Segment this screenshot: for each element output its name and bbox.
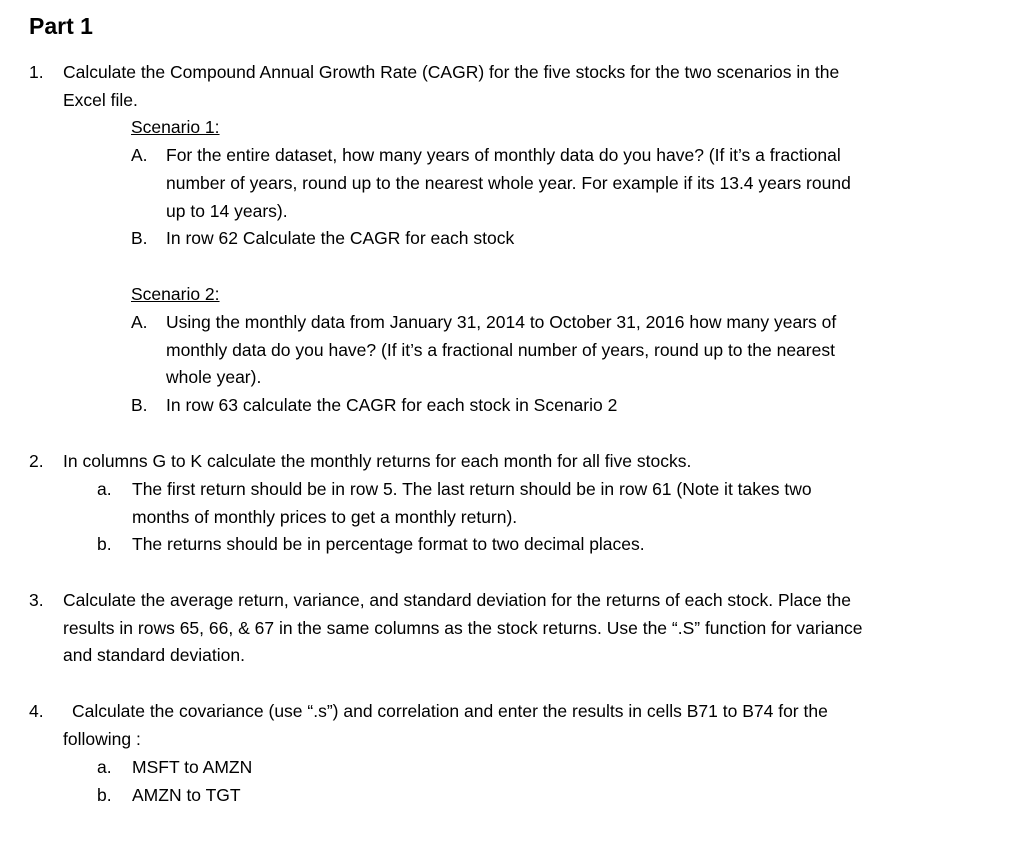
- scenario-heading: Scenario 2:: [131, 284, 220, 304]
- list-item-text: The returns should be in percentage format to two decimal places.: [132, 534, 645, 554]
- list-marker: b.: [97, 785, 112, 805]
- list-marker: B.: [131, 395, 148, 415]
- question-number: 2.: [29, 451, 44, 471]
- list-marker: a.: [97, 479, 112, 499]
- list-marker: A.: [131, 312, 148, 332]
- question-text: Calculate the covariance (use “.s”) and correlation and enter the results in cells B71 to B74 for the: [72, 701, 828, 721]
- list-item-text: MSFT to AMZN: [132, 757, 253, 777]
- question-number: 4.: [29, 701, 44, 721]
- list-marker: b.: [97, 534, 112, 554]
- list-item-text: AMZN to TGT: [132, 785, 241, 805]
- list-item-text: Using the monthly data from January 31, 2014 to October 31, 2016 how many years of: [166, 312, 837, 332]
- list-item-text: In row 63 calculate the CAGR for each stock in Scenario 2: [166, 395, 618, 415]
- list-item-text: number of years, round up to the nearest whole year. For example if its 13.4 years round: [166, 173, 851, 193]
- page-title: Part 1: [29, 13, 93, 39]
- list-item-text: For the entire dataset, how many years of monthly data do you have? (If it’s a fractional: [166, 145, 841, 165]
- list-item-text: whole year).: [166, 367, 262, 387]
- question-number: 1.: [29, 62, 44, 82]
- list-item-text: The first return should be in row 5. The last return should be in row 61 (Note it takes two: [132, 479, 812, 499]
- scenario-heading: Scenario 1:: [131, 117, 220, 137]
- list-item-text: In row 62 Calculate the CAGR for each stock: [166, 228, 515, 248]
- question-text: Calculate the average return, variance, and standard deviation for the returns of each stock. Place the: [63, 590, 851, 610]
- question-text: and standard deviation.: [63, 645, 245, 665]
- list-item-text: months of monthly prices to get a monthly return).: [132, 507, 518, 527]
- list-marker: A.: [131, 145, 148, 165]
- question-text: In columns G to K calculate the monthly returns for each month for all five stocks.: [63, 451, 692, 471]
- question-text: Calculate the Compound Annual Growth Rate (CAGR) for the five stocks for the two scenarios in the: [63, 62, 840, 82]
- question-text: results in rows 65, 66, & 67 in the same columns as the stock returns. Use the “.S” function for variance: [63, 618, 863, 638]
- list-item-text: up to 14 years).: [166, 201, 288, 221]
- question-number: 3.: [29, 590, 44, 610]
- question-text: Excel file.: [63, 90, 138, 110]
- question-text: following :: [63, 729, 141, 749]
- list-marker: B.: [131, 228, 148, 248]
- list-marker: a.: [97, 757, 112, 777]
- list-item-text: monthly data do you have? (If it’s a fractional number of years, round up to the nearest: [166, 340, 835, 360]
